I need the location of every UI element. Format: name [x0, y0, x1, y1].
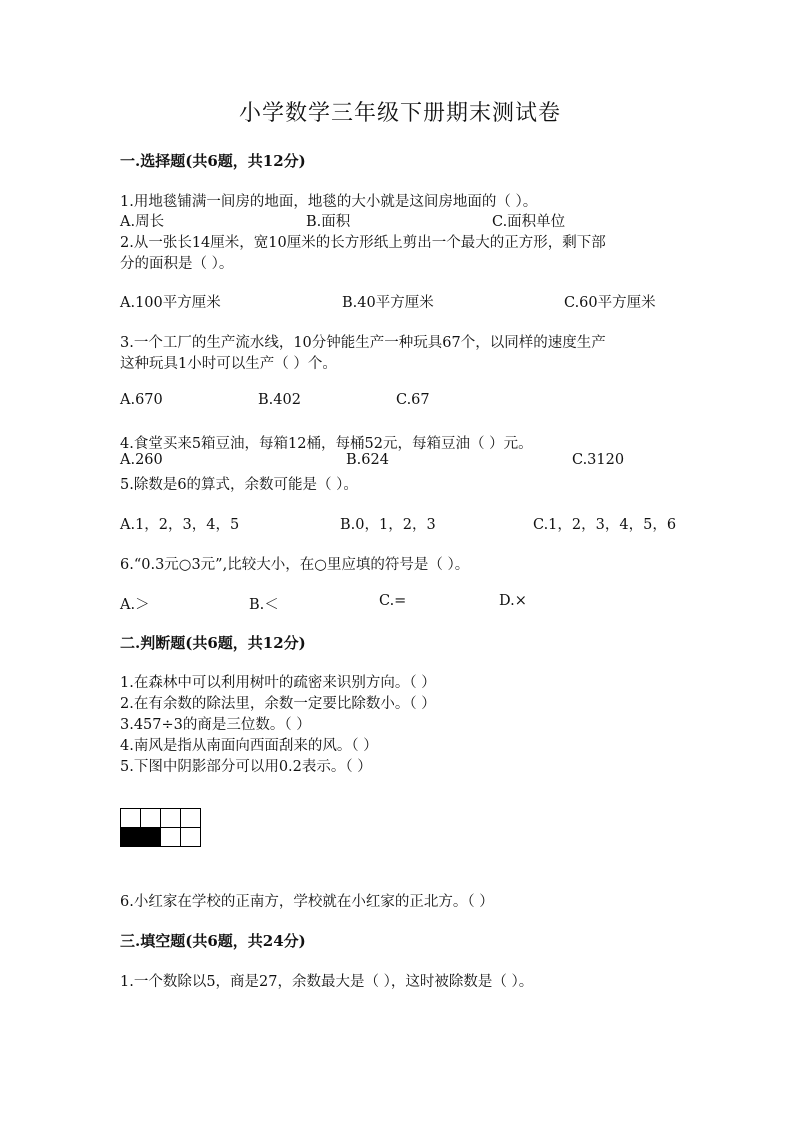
judge-item: 6.小红家在学校的正南方，学校就在小红家的正北方。（ ） [120, 894, 494, 910]
option-c: C.= [379, 593, 407, 609]
grid-cell [181, 828, 201, 847]
section-heading-fill: 三.填空题(共6题，共24分) [120, 932, 306, 950]
grid-cell [161, 828, 181, 847]
judge-item: 2.在有余数的除法里，余数一定要比除数小。（ ） [120, 696, 436, 712]
option-b: B.402 [258, 392, 301, 408]
question-text-cont: 这种玩具1小时可以生产（ ）个。 [120, 356, 337, 372]
question-text: 5.除数是6的算式，余数可能是（ ）。 [120, 477, 358, 493]
option-a: A.周长 [120, 214, 165, 230]
grid-cell-shaded [141, 828, 161, 847]
option-d: D.× [499, 593, 527, 609]
shaded-grid-figure [120, 808, 201, 847]
question-text: 1.用地毯铺满一间房的地面，地毯的大小就是这间房地面的（ ）。 [120, 194, 538, 210]
option-b: B.＜ [249, 597, 279, 613]
option-c: C.面积单位 [492, 214, 566, 230]
judge-item: 5.下图中阴影部分可以用0.2表示。（ ） [120, 759, 372, 775]
option-c: C.1，2，3，4，5，6 [533, 517, 677, 533]
question-text: 4.食堂买来5箱豆油，每箱12桶，每桶52元，每箱豆油（ ）元。 [120, 436, 533, 452]
judge-item: 1.在森林中可以利用树叶的疏密来识别方向。（ ） [120, 675, 436, 691]
option-a: A.670 [120, 392, 163, 408]
grid-cell [181, 809, 201, 828]
judge-item: 4.南风是指从南面向西面刮来的风。（ ） [120, 738, 378, 754]
option-c: C.3120 [572, 452, 625, 468]
option-c: C.67 [396, 392, 430, 408]
option-a: A.260 [120, 452, 163, 468]
option-a: A.100平方厘米 [120, 295, 221, 311]
section-heading-choice: 一.选择题(共6题，共12分) [120, 152, 306, 170]
fill-item: 1.一个数除以5，商是27，余数最大是（ ），这时被除数是（ ）。 [120, 974, 534, 990]
grid-cell [161, 809, 181, 828]
question-text: 3.一个工厂的生产流水线，10分钟能生产一种玩具67个，以同样的速度生产 [120, 335, 606, 351]
option-a: A.＞ [120, 597, 150, 613]
grid-cell [141, 809, 161, 828]
page-title: 小学数学三年级下册期末测试卷 [238, 101, 561, 126]
option-b: B.624 [346, 452, 389, 468]
grid-cell-shaded [121, 828, 141, 847]
option-b: B.面积 [306, 214, 351, 230]
question-text-cont: 分的面积是（ ）。 [120, 256, 234, 272]
option-b: B.40平方厘米 [342, 295, 434, 311]
option-b: B.0，1，2，3 [340, 517, 436, 533]
question-text: 2.从一张长14厘米，宽10厘米的长方形纸上剪出一个最大的正方形，剩下部 [120, 235, 606, 251]
grid-cell [121, 809, 141, 828]
section-heading-judge: 二.判断题(共6题，共12分) [120, 634, 306, 652]
option-c: C.60平方厘米 [564, 295, 656, 311]
question-text: 6.“0.3元○3元”,比较大小，在○里应填的符号是（ ）。 [120, 557, 470, 573]
option-a: A.1，2，3，4，5 [120, 517, 240, 533]
judge-item: 3.457÷3的商是三位数。（ ） [120, 717, 311, 733]
